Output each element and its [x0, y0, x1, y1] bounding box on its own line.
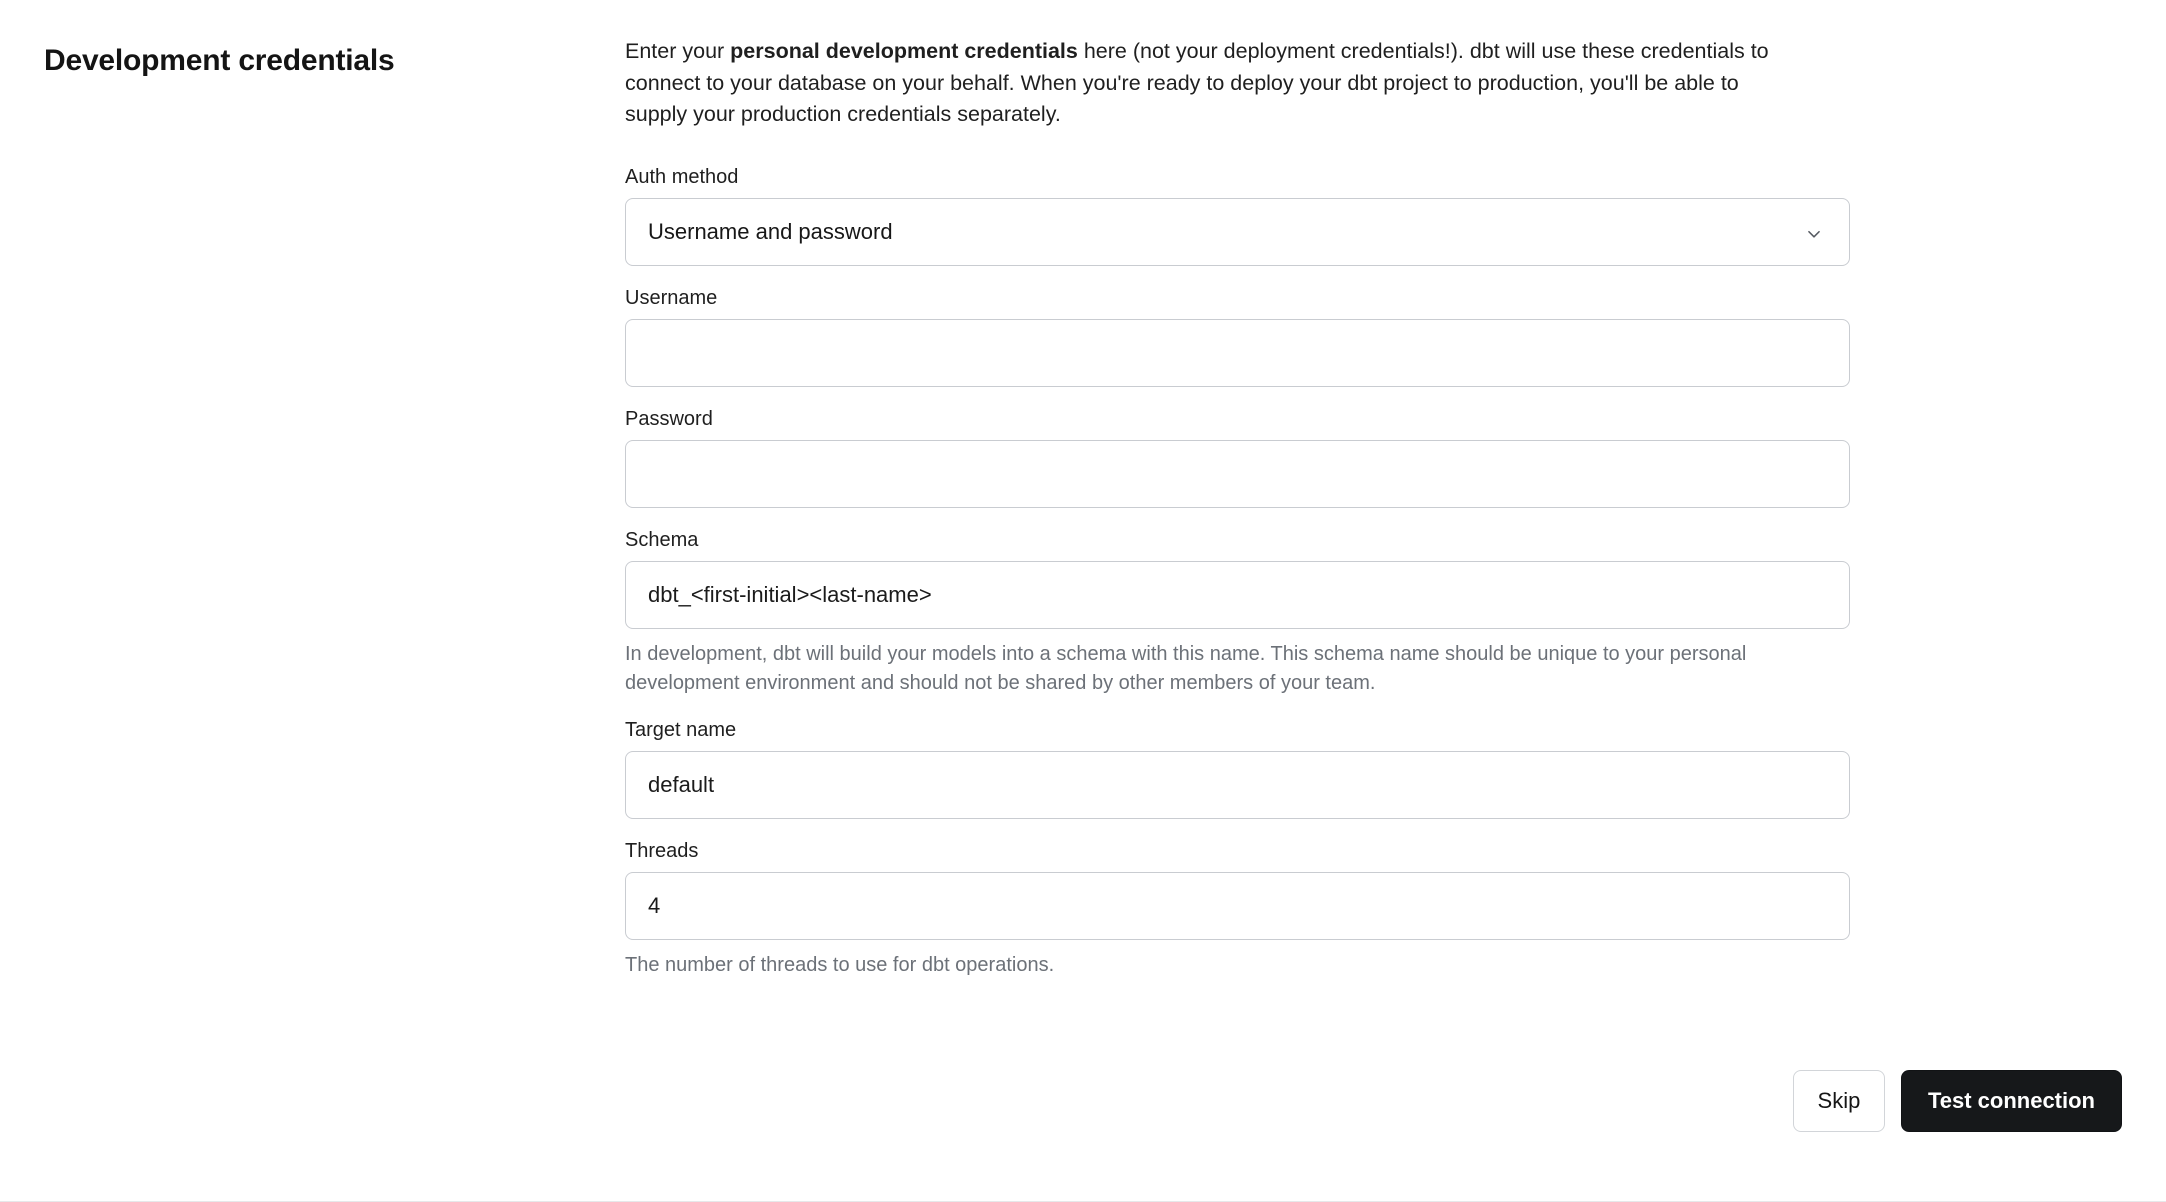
intro-text — [625, 36, 1800, 131]
threads-input[interactable] — [625, 872, 1850, 940]
section-title-column — [0, 36, 625, 78]
password-label: Password — [625, 407, 713, 430]
password-input[interactable] — [625, 440, 1850, 508]
credentials-form — [625, 36, 1850, 1000]
threads-helper-text: The number of threads to use for dbt operations. — [625, 953, 1055, 976]
skip-button[interactable]: Skip — [1793, 1070, 1885, 1132]
intro-emphasis: personal development credentials — [730, 39, 1078, 63]
page-title: Development credentials — [44, 44, 395, 77]
schema-label: Schema — [625, 528, 699, 551]
auth-method-label: Auth method — [625, 165, 739, 188]
target-name-label: Target name — [625, 718, 737, 741]
field-username — [625, 286, 1850, 387]
field-threads — [625, 839, 1850, 980]
username-label: Username — [625, 286, 718, 309]
schema-helper-text: In development, dbt will build your models into a schema with this name. This schema name should be unique to your personal development environment and should not be shared by other members of your team. — [625, 642, 1747, 694]
field-password — [625, 407, 1850, 508]
schema-input[interactable] — [625, 561, 1850, 629]
auth-method-value: Username and password — [648, 218, 893, 244]
intro-suffix: here (not your deployment credentials!). dbt will use these credentials to connect to your database on your behalf. When you're ready to deploy your dbt project to production, you'll be able to supply your production credentials separately. — [625, 39, 1769, 127]
field-target-name — [625, 718, 1850, 819]
target-name-input[interactable] — [625, 751, 1850, 819]
field-auth-method — [625, 165, 1850, 266]
form-actions — [1793, 1070, 2122, 1132]
intro-prefix: Enter your — [625, 39, 731, 63]
field-schema — [625, 528, 1850, 698]
threads-label: Threads — [625, 839, 699, 862]
auth-method-select[interactable] — [625, 198, 1850, 266]
chevron-down-icon — [1805, 223, 1823, 241]
test-connection-button[interactable]: Test connection — [1901, 1070, 2122, 1132]
username-input[interactable] — [625, 319, 1850, 387]
